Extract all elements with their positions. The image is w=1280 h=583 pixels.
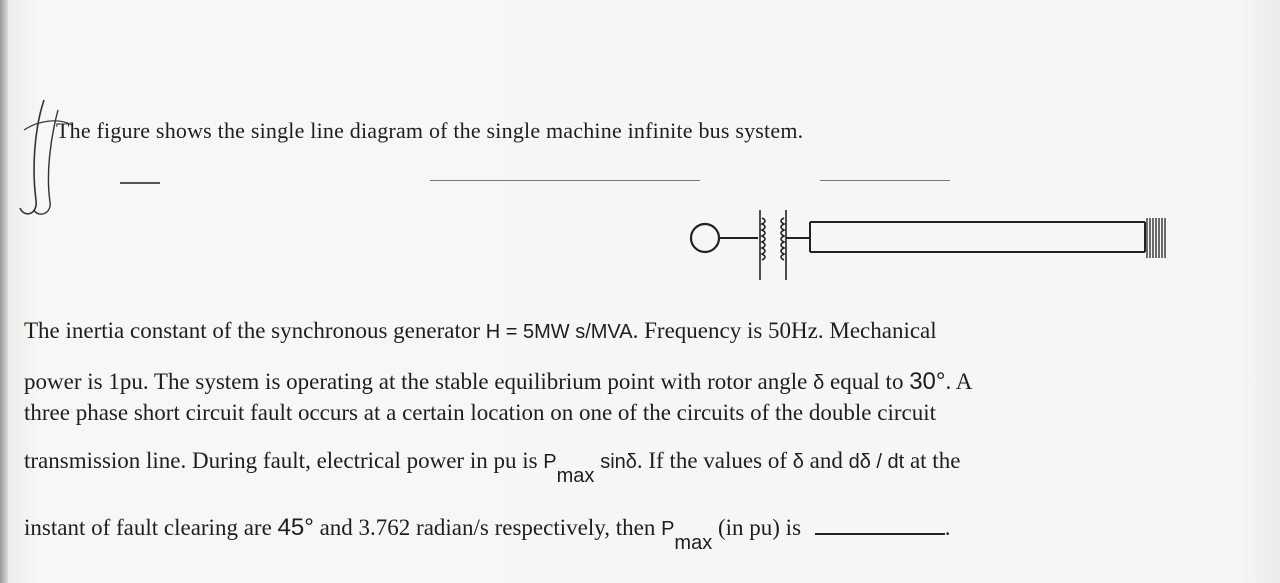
text-fragment: equal to [830, 369, 904, 394]
inertia-constant-unit: H = 5MW s/MVA [485, 321, 633, 343]
generator-symbol [691, 224, 758, 252]
pmax-symbol: P [543, 451, 557, 473]
transformer-symbol [760, 210, 786, 280]
pen-stroke [120, 182, 160, 184]
paragraph-line-1 [24, 318, 1274, 344]
text-fragment: instant of fault clearing are [24, 515, 272, 540]
clearing-angle-value: 45° [277, 514, 314, 541]
single-line-diagram [680, 200, 1200, 290]
paragraph-line-5 [24, 514, 1274, 554]
paragraph-line-3: three phase short circuit fault occurs at a certain location on one of the circuits of the double circuit [24, 400, 936, 425]
rotor-angle-value: 30° [909, 368, 946, 395]
text-fragment: . If the values of [636, 448, 787, 473]
paragraph-line-2 [24, 368, 1274, 396]
answer-blank [815, 533, 945, 535]
text-fragment: (in pu) is [717, 515, 802, 540]
handwritten-mark [14, 90, 74, 220]
transmission-line-double [786, 222, 1145, 252]
ddelta-dt: dδ / dt [848, 451, 905, 473]
text-fragment: power is 1pu. The system is operating at the stable equilibrium point with rotor angle [24, 369, 808, 394]
infinite-bus-symbol [1147, 218, 1165, 258]
intro-sentence: The figure shows the single line diagram of the single machine infinite bus system. [56, 118, 804, 143]
pmax-symbol: P [661, 518, 675, 540]
text-fragment: . Frequency is 50Hz. Mechanical [632, 318, 937, 343]
text-fragment: . [944, 515, 951, 540]
text-fragment: and [809, 448, 843, 473]
text-fragment: and 3.762 radian/s respectively, then [319, 515, 656, 540]
page-edge-shadow [0, 0, 8, 583]
sin-delta: sinδ [600, 451, 637, 473]
text-fragment: at the [909, 448, 961, 473]
delta-symbol: δ [813, 372, 825, 394]
pen-stroke [820, 180, 950, 181]
text-fragment: transmission line. During fault, electrical power in pu is [24, 448, 538, 473]
delta-symbol: δ [792, 451, 804, 473]
pen-stroke [430, 180, 700, 181]
paragraph-line-4 [24, 448, 1274, 487]
pmax-subscript: max [556, 465, 595, 487]
pmax-subscript: max [674, 532, 713, 554]
text-fragment: . A [945, 369, 973, 394]
text-fragment: The inertia constant of the synchronous generator [24, 318, 481, 343]
